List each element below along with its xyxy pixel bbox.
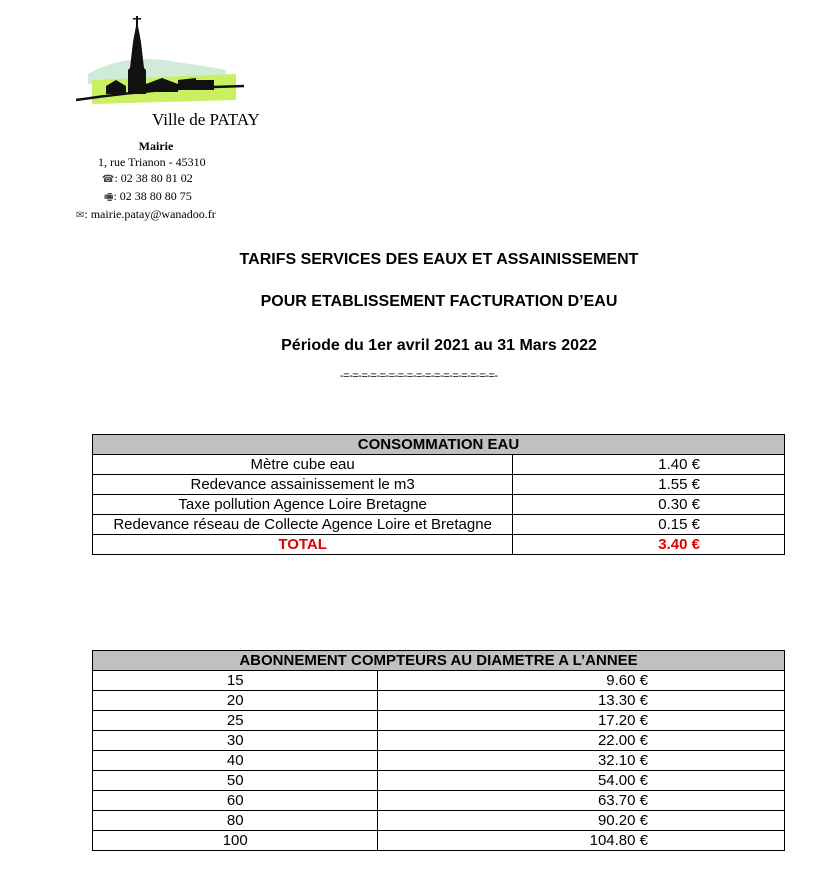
period-line: Période du 1er avril 2021 au 31 Mars 2022 (281, 337, 597, 354)
table-row (93, 711, 785, 731)
prix-cell: 17.20 € (378, 711, 785, 731)
row-label: Redevance assainissement le m3 (93, 475, 513, 495)
diametre-cell: 25 (93, 711, 378, 731)
prix-cell: 9.60 € (378, 671, 785, 691)
table-row (93, 691, 785, 711)
diametre-cell: 50 (93, 771, 378, 791)
fax-line: 🖷: 02 38 80 80 75 (104, 189, 192, 203)
diametre-cell: 15 (93, 671, 378, 691)
table-row (93, 771, 785, 791)
table-row (93, 495, 785, 515)
email-link[interactable]: : mairie.patay@wanadoo.fr (84, 207, 216, 221)
abonnement-header: ABONNEMENT COMPTEURS AU DIAMETRE A L’ANNEE (93, 651, 785, 671)
total-row (93, 535, 785, 555)
title-line-2: POUR ETABLISSEMENT FACTURATION D’EAU (260, 293, 618, 310)
separator-line: -=-=-=-=-=-=-=-=-=-=-=-=-=-=-=-=-=- (340, 370, 498, 382)
row-value: 1.55 € (513, 475, 785, 495)
fax-icon: 🖷 (104, 192, 114, 203)
phone-line: ☎: 02 38 80 81 02 (102, 171, 193, 185)
diametre-cell: 30 (93, 731, 378, 751)
diametre-cell: 80 (93, 811, 378, 831)
table-row (93, 731, 785, 751)
email-line (60, 206, 280, 224)
table-row (93, 475, 785, 495)
envelope-icon: ✉ (76, 210, 85, 221)
diametre-cell: 60 (93, 791, 378, 811)
table-row (93, 455, 785, 475)
table-row (93, 751, 785, 771)
diametre-cell: 20 (93, 691, 378, 711)
total-label: TOTAL (93, 535, 513, 555)
row-value: 1.40 € (513, 455, 785, 475)
table-row (93, 831, 785, 851)
telephone-icon: ☎ (102, 174, 115, 185)
mairie-label: Mairie (138, 139, 174, 153)
abonnement-table (92, 650, 785, 851)
consommation-header: CONSOMMATION EAU (93, 435, 785, 455)
row-value: 0.30 € (513, 495, 785, 515)
prix-cell: 104.80 € (378, 831, 785, 851)
prix-cell: 22.00 € (378, 731, 785, 751)
table-row (93, 791, 785, 811)
diametre-cell: 40 (93, 751, 378, 771)
table-row (93, 671, 785, 691)
table-row (93, 515, 785, 535)
total-value: 3.40 € (513, 535, 785, 555)
row-label: Mètre cube eau (93, 455, 513, 475)
title-line-1: TARIFS SERVICES DES EAUX ET ASSAINISSEMENT (239, 251, 639, 268)
address-line: 1, rue Trianon - 45310 (98, 155, 206, 169)
prix-cell: 13.30 € (378, 691, 785, 711)
row-label: Taxe pollution Agence Loire Bretagne (93, 495, 513, 515)
prix-cell: 54.00 € (378, 771, 785, 791)
prix-cell: 90.20 € (378, 811, 785, 831)
ville-name: Ville de PATAY (152, 110, 260, 129)
prix-cell: 63.70 € (378, 791, 785, 811)
table-row (93, 811, 785, 831)
prix-cell: 32.10 € (378, 751, 785, 771)
contact-block (60, 138, 280, 224)
diametre-cell: 100 (93, 831, 378, 851)
consommation-table (92, 434, 785, 555)
row-value: 0.15 € (513, 515, 785, 535)
row-label: Redevance réseau de Collecte Agence Loire et Bretagne (93, 515, 513, 535)
